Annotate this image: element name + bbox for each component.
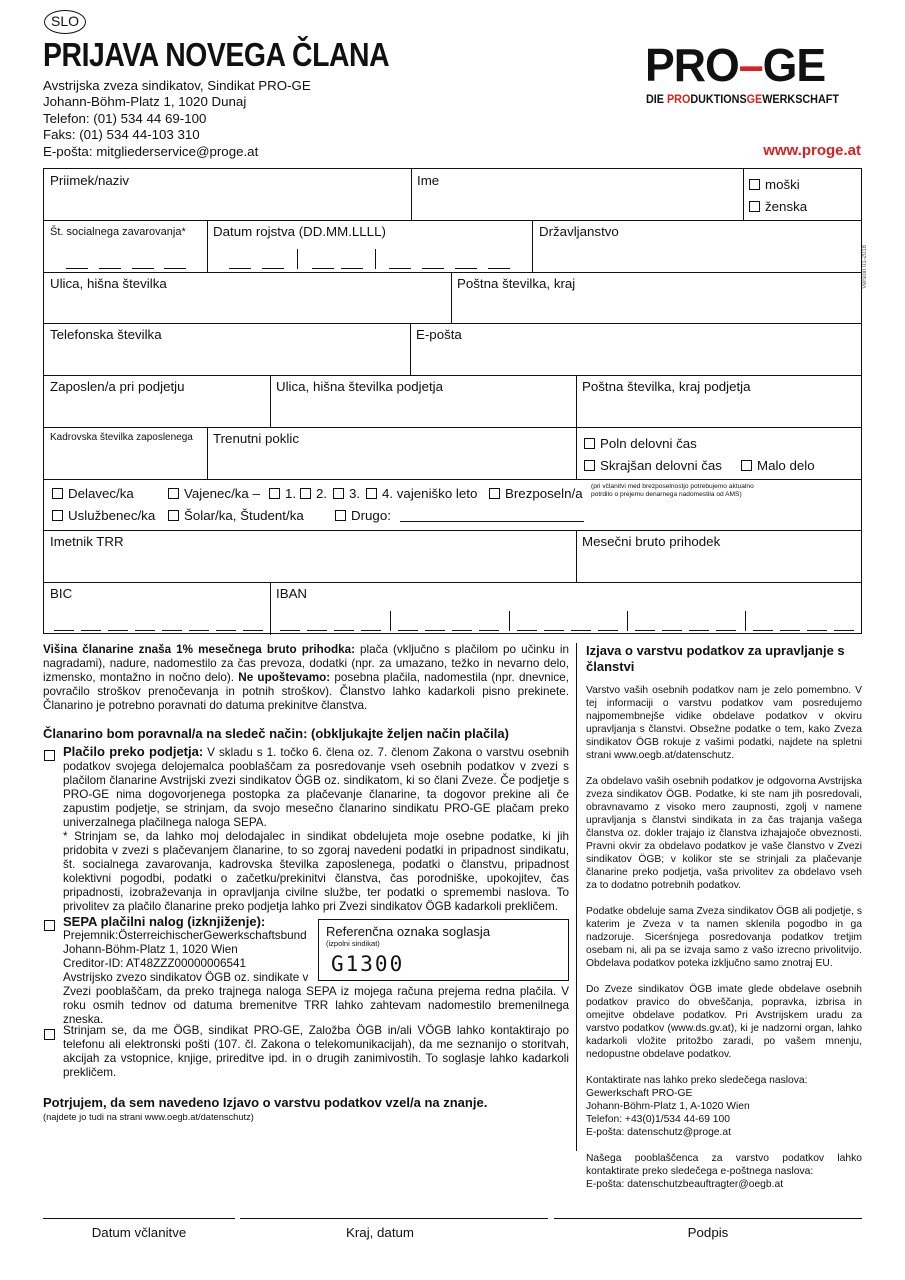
sepa-line: Prejemnik:ÖsterreichischerGewerkschaftsbund — [63, 929, 307, 942]
year-label: 3. — [349, 486, 361, 501]
logo-sub-part: DIE — [646, 93, 667, 106]
year1-option[interactable] — [269, 486, 296, 501]
logo-pro: PRO — [645, 39, 739, 91]
first-name-field[interactable]: Ime — [417, 173, 440, 188]
other-option[interactable] — [335, 508, 391, 523]
iban-char-line[interactable] — [571, 630, 591, 631]
iban-char-line[interactable] — [361, 630, 381, 631]
signature-line[interactable] — [554, 1218, 862, 1219]
unemployed-note — [591, 483, 754, 498]
bic-char-line[interactable] — [162, 630, 182, 631]
iban-char-line[interactable] — [307, 630, 327, 631]
checkbox-icon[interactable] — [52, 488, 63, 499]
iban-char-line[interactable] — [479, 630, 499, 631]
fee-info — [43, 643, 569, 713]
iban-char-line[interactable] — [598, 630, 618, 631]
iban-char-line[interactable] — [753, 630, 773, 631]
iban-char-line[interactable] — [334, 630, 354, 631]
full-time-option[interactable] — [584, 436, 697, 451]
privacy-paragraph: Varstvo vaših osebnih podatkov nam je zelo pomembno. V tej informaciji o varstvu podatkov vam posredujemo najpomembnejše vidike obdelave podatkov v okviru upravljanja s članstvi. Obsežne podatke o tem, kako Zveza sindikatov ÖGB rokuje z vašimi podatki, najdete na spletni strani www.oegb.at/datenschutz. — [586, 685, 862, 761]
payment-employer-checkbox[interactable] — [44, 747, 60, 765]
minor-work-label: Malo delo — [757, 458, 815, 473]
bic-char-line[interactable] — [216, 630, 236, 631]
checkbox-icon[interactable] — [168, 510, 179, 521]
sepa-line: Avstrijsko zvezo sindikatov ÖGB oz. sindikate v — [63, 971, 309, 984]
address-line: Telefon: (01) 534 44 69-100 — [43, 110, 207, 126]
privacy-paragraph: Do Zveze sindikatov ÖGB imate glede obdelave osebnih podatkov pravico do obveščanja, popravka, izbrisa in omejitve obdelave podatkov. Pri Avstrijskem uradu za varstvo podatkov (www.ds.gv.at), ki je nadzorni organ, lahko kadarkoli vložite pritožbo zaradi, po vašem mnenju, nedopustne obdelave podatkov. — [586, 984, 862, 1060]
bic-char-line[interactable] — [243, 630, 263, 631]
staff-number-field[interactable]: Kadrovska številka zaposlenega — [50, 432, 193, 443]
checkbox-icon[interactable] — [44, 750, 55, 761]
checkbox-icon[interactable] — [741, 460, 752, 471]
year2-option[interactable] — [300, 486, 327, 501]
bic-field[interactable]: BIC — [50, 586, 73, 601]
language-badge: SLO — [44, 10, 86, 34]
account-holder-field[interactable]: Imetnik TRR — [50, 534, 124, 549]
reference-subtitle: (izpolni sindikat) — [326, 939, 380, 948]
consent-text: * Strinjam se, da lahko moj delodajalec in sindikat obdelujeta moje osebne podatke, ki jih pridobita v zvezi s plačevanjem članarine, to so zgoraj navedeni podatki in pripadnost sindikatu, št. socialnega zavarovanja, kadrovska številka zaposlenega, podatki o članstvu, pripadnost kolektivni pogodbi, podatki o začetku/prekinitvi članstva, čas porodniške, upokojitev, čas pripadnosti, izobraževanja in opravljanja civilne službe, ter podatki o spremembi naslova. To privolitev za plačilo članarine preko podjetja lahko pri Zvezi sindikatov ÖGB kadarkoli prekličem. — [63, 830, 569, 913]
worker-option[interactable] — [52, 486, 134, 501]
unemployed-label: Brezposeln/a — [505, 486, 583, 501]
column-divider — [576, 643, 577, 1151]
address-line: E-pošta: mitgliederservice@proge.at — [43, 143, 259, 159]
sepa-line: Creditor-ID: AT48ZZZ00000006541 — [63, 957, 246, 970]
employee-option[interactable] — [52, 508, 155, 523]
checkbox-icon[interactable] — [44, 920, 55, 931]
sepa-rest-text: Zvezi pooblaščam, da preko trajnega naloga SEPA iz mojega računa prejema redna plačila. V roku osmih tednov od datuma bremenitve TRR lahko zahtevam nadomestilo bremenilnega zneska. — [63, 985, 569, 1026]
marketing-consent-checkbox[interactable] — [44, 1026, 60, 1044]
iban-char-line[interactable] — [662, 630, 682, 631]
employee-label: Uslužbenec/ka — [68, 508, 156, 523]
email-field[interactable]: E-pošta — [416, 327, 462, 342]
signature-label: Podpis — [687, 1225, 729, 1240]
employer-field[interactable]: Zaposlen/a pri podjetju — [50, 379, 185, 394]
place-date-line[interactable] — [240, 1218, 548, 1219]
worker-label: Delavec/ka — [68, 486, 134, 501]
confirmation-subtext: (najdete jo tudi na strani www.oegb.at/datenschutz) — [43, 1112, 254, 1122]
checkbox-icon[interactable] — [366, 488, 377, 499]
contact-line: Johann-Böhm-Platz 1, A-1020 Wien — [586, 1101, 750, 1112]
logo-sub-part: PRO — [666, 93, 691, 106]
checkbox-icon[interactable] — [335, 510, 346, 521]
iban-group-separator — [509, 611, 510, 631]
iban-field[interactable]: IBAN — [276, 586, 308, 601]
bic-char-line[interactable] — [135, 630, 155, 631]
citizenship-field[interactable]: Državljanstvo — [539, 224, 619, 239]
dob-field[interactable]: Datum rojstva (DD.MM.LLLL) — [213, 224, 386, 239]
phone-field[interactable]: Telefonska številka — [50, 327, 162, 342]
reference-value: G1300 — [331, 952, 405, 976]
fee-heading: Višina članarine znaša 1% mesečnega bruto prihodka: — [43, 643, 355, 656]
student-option[interactable] — [168, 508, 304, 523]
contact-line: Gewerkschaft PRO-GE — [586, 1088, 693, 1099]
checkbox-icon[interactable] — [44, 1029, 55, 1040]
iban-char-line[interactable] — [544, 630, 564, 631]
option-heading: Plačilo preko podjetja: — [63, 744, 204, 759]
date-joined-label: Datum včlanitve — [91, 1225, 187, 1240]
bic-char-line[interactable] — [189, 630, 209, 631]
checkbox-icon[interactable] — [584, 438, 595, 449]
year-label: 1. — [285, 486, 297, 501]
checkbox-icon[interactable] — [333, 488, 344, 499]
membership-form — [43, 168, 862, 634]
logo-ge: GE — [762, 39, 826, 91]
year3-option[interactable] — [333, 486, 360, 501]
website-link[interactable]: www.proge.at — [763, 142, 861, 159]
iban-char-line[interactable] — [689, 630, 709, 631]
checkbox-icon[interactable] — [300, 488, 311, 499]
year-label: 4. vajeniško leto — [382, 486, 478, 501]
iban-char-line[interactable] — [280, 630, 300, 631]
bic-char-line[interactable] — [108, 630, 128, 631]
iban-char-line[interactable] — [807, 630, 827, 631]
unemployed-option[interactable] — [489, 486, 583, 501]
student-label: Šolar/ka, Študent/ka — [184, 508, 304, 523]
reference-title: Referenčna oznaka soglasja — [326, 924, 491, 939]
full-time-label: Poln delovni čas — [600, 436, 697, 451]
sepa-line: Johann-Böhm-Platz 1, 1020 Wien — [63, 943, 238, 956]
privacy-paragraph: Podatke obdeluje sama Zveza sindikatov ÖGB ali podjetje, s katerim je Zveza v ta namen sklenila pogodbo in ga nadzoruje. Sicerśnjega posredovanja podatkov tretjim osebam ni, ali pa se izvaja samo z vašo izrecno privolitvijo. Obdelava podatkov poteka izključno samo znotraj EU. — [586, 906, 862, 969]
ssn-field[interactable]: Št. socialnega zavarovanja* — [50, 226, 186, 238]
iban-char-line[interactable] — [398, 630, 418, 631]
contact-line: Telefon: +43(0)1/534 44-69 100 — [586, 1114, 730, 1125]
option-text: V skladu s 1. točko 6. člena oz. 7. členom Zakona o varstvu osebnih podatkov svojega delojemalca pooblaščam za posredovanje vseh osebnih podatkov v zvezi s plačilom članarine Avstrijski zvezi sindikatov ÖGB oz. sindikatom, ki so člani Zveze. Če podjetje s PRO-GE nima dogovorjenega postopka za plačevanje članarine, ta dogovor prekine ali če zapustim podjetje, se strinjam, da svojo mesečno članarino sindikatu PRO-GE plačam preko univerzalnega plačilnega naloga SEPA. — [63, 746, 569, 829]
iban-group-separator — [390, 611, 391, 631]
reduced-time-option[interactable] — [584, 458, 722, 473]
bic-char-line[interactable] — [54, 630, 74, 631]
iban-char-line[interactable] — [716, 630, 736, 631]
male-label: moški — [765, 177, 800, 192]
note-line: potrdilo o prejemu denarnega nadomestila od AMS) — [591, 490, 742, 498]
payment-sepa-checkbox[interactable] — [44, 917, 60, 935]
iban-char-line[interactable] — [834, 630, 854, 631]
iban-char-line[interactable] — [425, 630, 445, 631]
employer-street-field[interactable]: Ulica, hišna številka podjetja — [276, 379, 444, 394]
employer-postcode-field[interactable]: Poštna številka, kraj podjetja — [582, 379, 751, 394]
logo-sub-part: WERKSCHAFT — [762, 93, 839, 106]
other-label: Drugo: — [351, 508, 391, 523]
gender-female-option[interactable] — [749, 199, 807, 214]
current-job-field[interactable]: Trenutni poklic — [213, 431, 299, 446]
monthly-income-field[interactable]: Mesečni bruto prihodek — [582, 534, 721, 549]
surname-field[interactable]: Priimek/naziv — [50, 173, 130, 188]
logo-sub-part: DUKTIONS — [690, 93, 747, 106]
checkbox-icon[interactable] — [489, 488, 500, 499]
marketing-consent-text: Strinjam se, da me ÖGB, sindikat PRO-GE, Založba ÖGB in/ali VÖGB lahko kontaktirajo po telefonu ali elektronski pošti (107. čl. Zakona o telekomunikacijah), da me seznanijo o storitvah, akcijah za vstopnice, knjige, prireditve ipd. in o drugih zanimivostih. To soglasje lahko kadarkoli prekličem. — [63, 1024, 569, 1079]
fee-note-text: posebna plačila, nadomestila (npr. dnevnice, povračilo stroškov prenočevanja in potnih stroškov). Članstvo lahko kadarkoli pisno prekinete. Članarino je potrebno poravnati do datuma prekinitve članstva. — [43, 671, 569, 712]
bic-char-line[interactable] — [81, 630, 101, 631]
page-title: PRIJAVA NOVEGA ČLANA — [43, 36, 390, 73]
gender-male-option[interactable] — [749, 177, 800, 192]
fee-note-heading: Ne upoštevamo: — [238, 671, 331, 684]
iban-group-separator — [745, 611, 746, 631]
postcode-field[interactable]: Poštna številka, kraj — [457, 276, 576, 291]
payment-employer-text — [63, 745, 569, 914]
checkbox-icon[interactable] — [584, 460, 595, 471]
minor-work-option[interactable] — [741, 458, 815, 473]
address-line: Faks: (01) 534 44-103 310 — [43, 127, 200, 143]
logo-dash-icon: – — [738, 39, 763, 91]
contact-line: Kontaktirate nas lahko preko sledečega naslova: — [586, 1075, 808, 1086]
checkbox-icon[interactable] — [269, 488, 280, 499]
proge-logo — [645, 39, 826, 91]
iban-char-line[interactable] — [780, 630, 800, 631]
payment-heading: Članarino bom poravnal/a na sledeč način: (obkljukajte željen način plačila) — [43, 726, 509, 741]
mandate-reference-box — [318, 919, 569, 981]
female-label: ženska — [765, 199, 808, 214]
address-line: Johann-Böhm-Platz 1, 1020 Dunaj — [43, 94, 247, 110]
iban-char-line[interactable] — [635, 630, 655, 631]
address-line: Avstrijska zveza sindikatov, Sindikat PRO-GE — [43, 78, 311, 93]
date-joined-line[interactable] — [43, 1218, 235, 1219]
other-input-line[interactable] — [400, 521, 584, 522]
iban-char-line[interactable] — [517, 630, 537, 631]
note-line: (pri včlanitvi med brezposelnostjo potrebujemo aktualno — [591, 483, 754, 490]
place-date-label: Kraj, datum — [346, 1225, 414, 1240]
checkbox-icon[interactable] — [749, 179, 760, 190]
year-label: 2. — [316, 486, 328, 501]
apprentice-option[interactable] — [168, 486, 260, 501]
logo-subtitle — [646, 93, 839, 106]
organization-address — [43, 78, 311, 160]
privacy-paragraph: Za obdelavo vaših osebnih podatkov je odgovorna Avstrijska zveza sindikatov ÖGB. Podatke, ki ste nam jih posredovali, obravnavamo z visoko mero zaupnosti, zgolj v namene upravljanja s članstvi sindikata in za čas trajanja vašega članstva oz. dokler trajajo iz članstva izhajajoče obveznosti. Pravni okvir za obdelavo podatkov je vaše članstvo v Zvezi sindikatov ÖGB; v kolikor ste se strinjali za plačevanje članarine preko podjetja, vaša privolitev za obdelavo vseh za to dodatno potrebnih podatkov. — [586, 776, 862, 891]
privacy-heading: Izjava o varstvu podatkov za upravljanje s članstvi — [586, 643, 845, 674]
street-field[interactable]: Ulica, hišna številka — [50, 276, 167, 291]
privacy-statement — [586, 643, 862, 1191]
reduced-time-label: Skrajšan delovni čas — [600, 458, 722, 473]
apprentice-label: Vajenec/ka – — [184, 486, 260, 501]
checkbox-icon[interactable] — [749, 201, 760, 212]
fee-text: plača (vključno s plačilom po učinku in nagradami), nadure, nadomestilo za čas prevoza, dodatki (npr. za umazano, težko in nevarno delo, izmensko, montažno in nočno delo). — [43, 643, 570, 684]
iban-group-separator — [627, 611, 628, 631]
logo-sub-part: GE — [746, 93, 763, 106]
confirmation-text: Potrjujem, da sem navedeno Izjavo o varstvu podatkov vzel/a na znanje. — [43, 1095, 488, 1110]
contact-line: E-pošta: datenschutz@proge.at — [586, 1127, 731, 1138]
option-heading: SEPA plačilni nalog (izknjiženje): — [63, 914, 266, 929]
sepa-text — [63, 915, 323, 985]
dpo-email: E-pošta: datenschutzbeauftragter@oegb.at — [586, 1179, 784, 1190]
checkbox-icon[interactable] — [168, 488, 179, 499]
privacy-paragraph: Našega pooblaščenca za varstvo podatkov lahko kontaktirate preko sledečega e-poštnega naslova: — [586, 1153, 862, 1177]
checkbox-icon[interactable] — [52, 510, 63, 521]
year4-option[interactable] — [366, 486, 477, 501]
iban-char-line[interactable] — [452, 630, 472, 631]
version-label: Version 01-2018 — [862, 245, 868, 289]
